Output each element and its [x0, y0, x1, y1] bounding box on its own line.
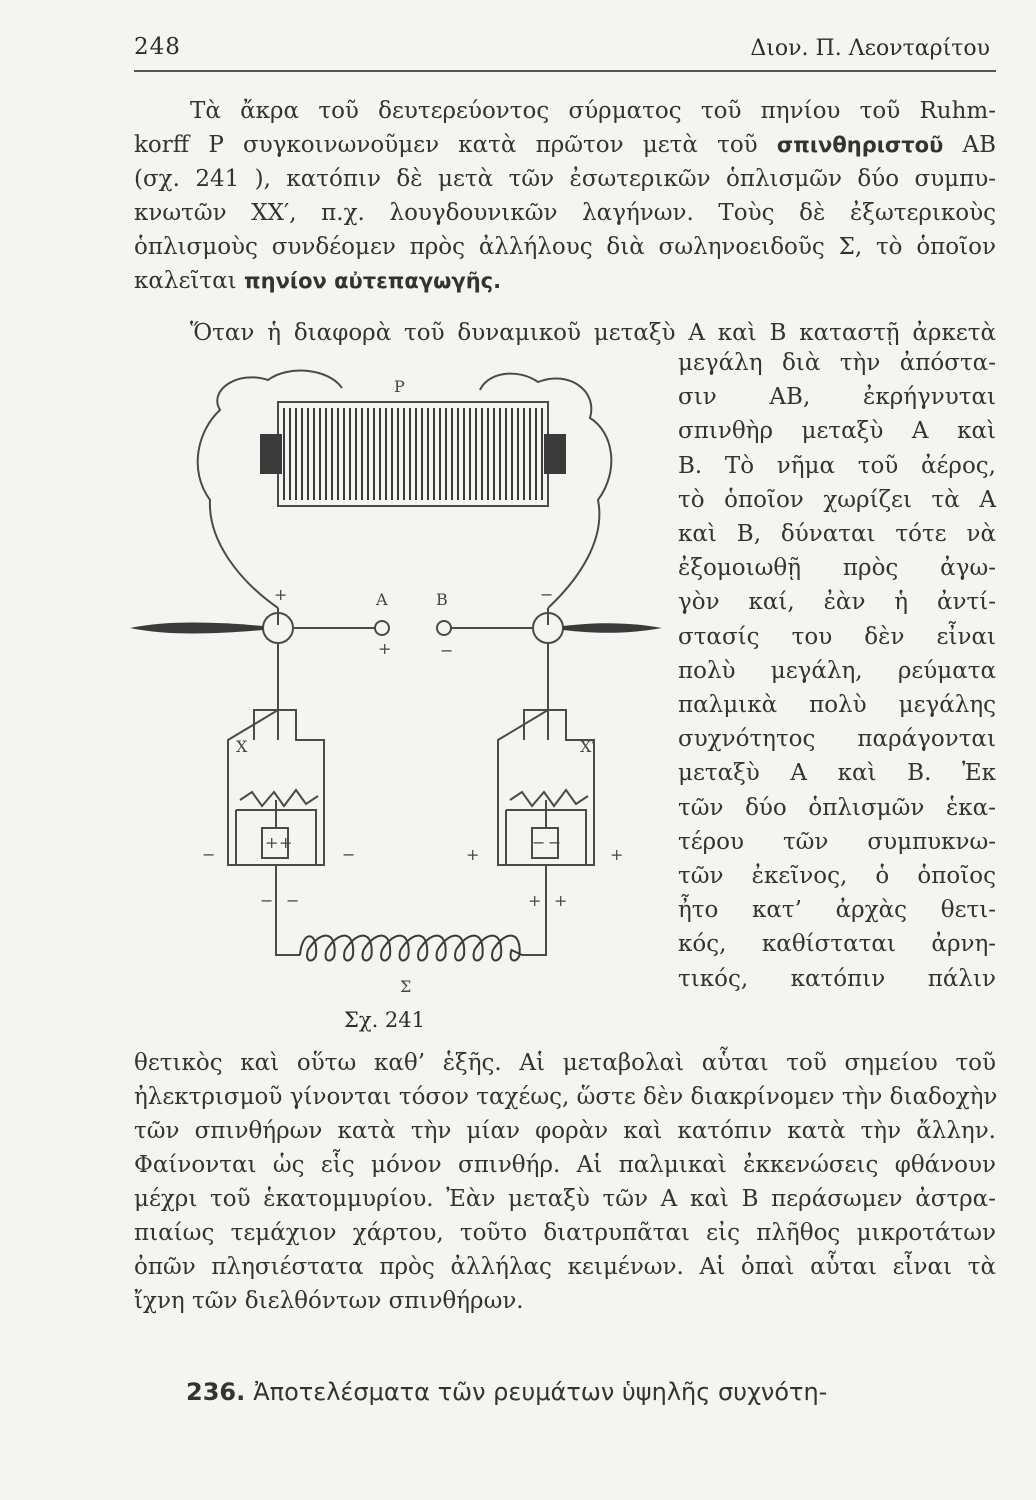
label-minus: − — [202, 845, 216, 864]
text-line: τῶν δύο ὁπλισμῶν ἑκα- — [678, 794, 996, 821]
term-spark-gap: σπινθηριστοῦ — [776, 133, 944, 157]
label-minus: − — [532, 833, 546, 852]
label-minus: − — [548, 833, 562, 852]
text-line: ἐξομοιωθῇ πρὸς ἀγω- — [678, 555, 996, 582]
label-plus: + — [610, 845, 624, 864]
label-plus: + — [274, 585, 288, 604]
coil-end-cap-right — [544, 434, 566, 474]
text-line: ἠλεκτρισμοῦ γίνονται τόσον ταχέως, ὥστε δὲν διακρίνομεν τὴν διαδοχὴν — [134, 1084, 998, 1110]
left-electrode — [130, 623, 263, 634]
label-capacitor-x-prime: X′ — [580, 737, 596, 756]
page-number: 248 — [134, 34, 181, 60]
section-heading — [186, 1378, 996, 1406]
text-line: θετικὸς καὶ οὕτω καθ’ ἑξῆς. Αἱ μεταβολαὶ αὗται τοῦ σημείου τοῦ — [134, 1050, 996, 1076]
solenoid-turns — [300, 936, 522, 961]
coil-end-cap-left — [260, 434, 282, 474]
label-plus: + — [466, 845, 480, 864]
text-line: συχνότητος παράγονται — [678, 726, 996, 753]
text-line: τὸ ὁποῖον χωρίζει τὰ A — [678, 486, 996, 513]
section-number: 236. — [186, 1378, 246, 1406]
label-terminal-b: B — [436, 590, 448, 609]
label-plus: + — [279, 833, 293, 852]
text-line: τῶν σπινθήρων κατὰ τὴν μίαν φορὰν καὶ κατόπιν κατὰ τὴν ἄλλην. — [134, 1118, 996, 1144]
text-line: σιν AB, ἐκρήγνυται — [678, 384, 996, 411]
text-line: μεγάλη διὰ τὴν ἀπόστα- — [678, 350, 996, 376]
label-capacitor-x: X — [236, 737, 248, 756]
text-line: πιαίως τεμάχιον χάρτου, τοῦτο διατρυπᾶται εἰς πλῆθος μικροτάτων — [134, 1220, 996, 1246]
text-span: korff P συγκοινωνοῦμεν κατὰ πρῶτον μετὰ τοῦ — [134, 132, 777, 158]
label-plus: + — [378, 639, 392, 658]
text-line — [134, 264, 996, 298]
text-line: τέρου τῶν συμπυκνω- — [678, 828, 996, 855]
label-minus: − — [342, 845, 356, 864]
circuit-diagram — [128, 360, 668, 1060]
label-minus: − — [540, 585, 554, 604]
solenoid-coil — [300, 936, 522, 961]
text-line: Ὅταν ἡ διαφορὰ τοῦ δυναμικοῦ μεταξὺ A καὶ B καταστῇ ἀρκετὰ — [190, 320, 996, 346]
label-terminal-a: A — [376, 590, 388, 609]
text-line: καὶ B, δύναται τότε νὰ — [678, 521, 996, 548]
text-line: ὀπῶν πλησιέστατα πρὸς ἀλλήλας κειμένων. Αἱ ὀπαὶ αὗται εἶναι τὰ — [134, 1254, 996, 1280]
capacitor-right — [498, 710, 594, 865]
induction-coil-body — [278, 402, 548, 506]
text-line: κνωτῶν XX′, π.χ. λουγδουνικῶν λαγήνων. Τοὺς δὲ ἐξωτερικοὺς — [134, 200, 996, 226]
text-line: τικός, κατόπιν πάλιν — [678, 965, 996, 992]
spark-ball-b — [437, 621, 451, 635]
label-coil-p: P — [394, 377, 405, 396]
label-plus: + — [528, 891, 542, 910]
term-induction-coil: πηνίον αὐτεπαγωγῆς. — [244, 269, 502, 293]
paragraph-1 — [134, 94, 996, 298]
text-span: καλεῖται — [134, 268, 245, 294]
text-line: ὁπλισμοὺς συνδέομεν πρὸς ἀλλήλους διὰ σωληνοειδοῦς Σ, τὸ ὁποῖον — [134, 234, 996, 260]
text-line: B. Τὸ νῆμα τοῦ ἀέρος, — [678, 452, 996, 479]
text-line: στασίς του δὲν εἶναι — [678, 623, 996, 650]
paragraph-2-first-line — [134, 316, 996, 350]
text-line: πολὺ μεγάλη, ρεύματα — [678, 657, 996, 684]
running-head-author: Διον. Π. Λεονταρίτου — [750, 36, 990, 61]
text-line: τῶν ἐκεῖνος, ὁ ὁποῖος — [678, 863, 996, 890]
text-line: Τὰ ἄκρα τοῦ δευτερεύοντος σύρματος τοῦ πηνίου τοῦ Ruhm- — [190, 98, 996, 124]
label-minus: − — [440, 641, 454, 660]
label-plus: + — [265, 833, 279, 852]
text-line: κός, καθίσταται ἀρνη- — [678, 931, 996, 958]
text-line: μεταξὺ A καὶ B. Ἐκ — [678, 760, 996, 787]
figure-caption: Σχ. 241 — [344, 1008, 426, 1032]
label-solenoid: Σ — [400, 977, 412, 996]
running-head — [134, 34, 996, 72]
label-minus: − — [260, 891, 274, 910]
label-minus: − — [286, 891, 300, 910]
text-line: ἦτο κατ’ ἀρχὰς θετι- — [678, 897, 996, 924]
text-line: ἴχνη τῶν διελθόντων σπινθήρων. — [134, 1288, 524, 1314]
text-line: (σχ. 241 ), κατόπιν δὲ μετὰ τῶν ἐσωτερικῶν ὁπλισμῶν δύο συμπυ- — [134, 166, 996, 192]
text-line: γὸν καί, ἐὰν ἡ ἀντί- — [678, 589, 996, 616]
paragraph-2-column — [678, 346, 996, 996]
text-line: μέχρι τοῦ ἑκατομμυρίου. Ἐὰν μεταξὺ τῶν A καὶ B περάσωμεν ἀστρα- — [134, 1186, 996, 1212]
paragraph-2-continued — [134, 1046, 996, 1318]
right-electrode — [563, 623, 662, 633]
spark-ball-a — [375, 621, 389, 635]
label-plus: + — [554, 891, 568, 910]
section-title: Ἀποτελέσματα τῶν ρευμάτων ὑψηλῆς συχνότη- — [253, 1378, 828, 1406]
text-span: AB — [943, 132, 996, 158]
text-line: Φαίνονται ὡς εἷς μόνον σπινθήρ. Αἱ παλμικαὶ ἐκκενώσεις φθάνουν — [134, 1152, 996, 1178]
text-line — [134, 128, 996, 162]
text-line: σπινθὴρ μεταξὺ A καὶ — [678, 418, 996, 445]
text-line: παλμικὰ πολὺ μεγάλης — [678, 692, 996, 719]
